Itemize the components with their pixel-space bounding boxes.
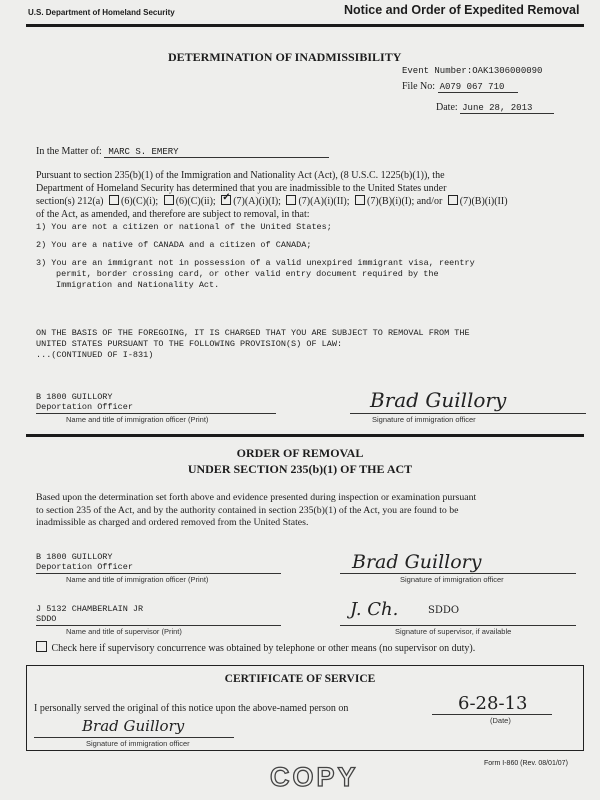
supervisor-caption: Name and title of supervisor (Print) [66, 627, 182, 636]
reason-item: 1) You are not a citizen or national of the United States; [36, 222, 332, 232]
supervisor-sig-caption: Signature of supervisor, if available [395, 627, 512, 636]
option-label: (7)(B)(i)(I); and/or [367, 196, 443, 207]
copy-stamp: COPY [270, 762, 359, 792]
officer-title: Deportation Officer [36, 562, 133, 572]
form-number: Form I-860 (Rev. 08/01/07) [484, 760, 568, 767]
matter-value: MARC S. EMERY [104, 147, 328, 158]
determination-paragraph [36, 170, 591, 221]
order-paragraph [36, 492, 596, 530]
concurrence-text: Check here if supervisory concurrence was obtained by telephone or other means (no supervisor on duty). [51, 643, 476, 654]
event-value: :OAK1306000090 [466, 66, 543, 76]
section-prefix: section(s) 212(a) [36, 196, 104, 207]
officer-id: B 1800 GUILLORY [36, 552, 113, 562]
certificate-text: I personally served the original of this notice upon the above-named person on [34, 703, 349, 714]
supervisor-block [36, 604, 143, 624]
supervisor-concurrence [36, 641, 475, 654]
option-checkbox[interactable] [448, 195, 458, 205]
section-divider [26, 434, 584, 437]
signature-line [340, 625, 576, 626]
option-label: (7)(A)(i)(II); [298, 196, 350, 207]
file-number [402, 81, 518, 92]
signature-line [350, 413, 586, 414]
date-line [432, 714, 552, 715]
officer-caption: Name and title of immigration officer (Print) [66, 575, 209, 584]
option-label: (6)(C)(i); [120, 196, 159, 207]
matter-label: In the Matter of: [36, 146, 102, 157]
service-date: 6-28-13 [458, 693, 528, 714]
date-value: June 28, 2013 [460, 103, 554, 114]
option-checkbox[interactable] [164, 195, 174, 205]
para-line: to section 235 of the Act, and by the authority contained in section 235(b)(1) of the Act, you are found to be [36, 504, 459, 516]
officer-caption: Name and title of immigration officer (Print) [66, 415, 209, 424]
date-caption: (Date) [490, 716, 511, 725]
reason-item: 3) You are an immigrant not in possession of a valid unexpired immigrant visa, reentry [36, 258, 475, 268]
option-checkbox-checked[interactable] [221, 195, 231, 205]
file-label: File No: [402, 81, 436, 92]
order-subheading: UNDER SECTION 235(b)(1) OF THE ACT [187, 462, 413, 476]
signature-line [34, 737, 234, 738]
officer-line [36, 413, 276, 414]
officer-block [36, 392, 133, 412]
officer-signature: Brad Guillory [370, 388, 507, 412]
date-field [436, 102, 554, 113]
option-label: (7)(A)(i)(I); [233, 196, 281, 207]
event-label: Event Number [402, 66, 467, 76]
reason-item: Immigration and Nationality Act. [56, 280, 220, 290]
date-label: Date: [436, 102, 458, 113]
supervisor-title: SDDO [36, 614, 57, 624]
certificate-heading: CERTIFICATE OF SERVICE [224, 673, 376, 685]
form-title: Notice and Order of Expedited Removal [344, 3, 580, 17]
officer-title: Deportation Officer [36, 402, 133, 412]
reason-item: permit, border crossing card, or other valid entry document required by the [56, 269, 439, 279]
signature-caption: Signature of immigration officer [86, 739, 190, 748]
section-options [36, 195, 591, 209]
signature-caption: Signature of immigration officer [400, 575, 504, 584]
option-label: (7)(B)(i)(II) [459, 196, 508, 207]
supervisor-id: J 5132 CHAMBERLAIN JR [36, 604, 144, 614]
para-line: Pursuant to section 235(b)(1) of the Immigration and Nationality Act (Act), (8 U.S.C. 1225(b)(1)), the [36, 170, 445, 181]
para-line: of the Act, as amended, and therefore are subject to removal, in that: [36, 208, 310, 220]
determination-heading: DETERMINATION OF INADMISSIBILITY [168, 50, 402, 64]
concurrence-checkbox[interactable] [36, 641, 47, 652]
header-rule [26, 24, 584, 27]
officer-id: B 1800 GUILLORY [36, 392, 113, 402]
option-checkbox[interactable] [355, 195, 365, 205]
officer-line [36, 573, 281, 574]
option-checkbox[interactable] [286, 195, 296, 205]
charge-line: UNITED STATES PURSUANT TO THE FOLLOWING PROVISION(S) OF LAW: [36, 339, 343, 349]
para-line: inadmissible as charged and ordered removed from the United States. [36, 517, 309, 528]
agency-name: U.S. Department of Homeland Security [28, 8, 175, 17]
option-label: (6)(C)(ii); [175, 196, 216, 207]
event-number [402, 66, 542, 76]
option-checkbox[interactable] [109, 195, 119, 205]
certificate-signature: Brad Guillory [82, 717, 185, 735]
supervisor-sig-note: SDDO [428, 605, 460, 616]
order-signature: Brad Guillory [352, 551, 482, 573]
order-officer-block [36, 552, 133, 572]
signature-line [340, 573, 576, 574]
reasons-list [36, 222, 596, 291]
supervisor-line [36, 625, 281, 626]
charge-statement [36, 328, 596, 361]
para-line: Based upon the determination set forth above and evidence presented during inspection or examination pursuant [36, 492, 477, 503]
matter-field [36, 146, 329, 157]
reason-item: 2) You are a native of CANADA and a citizen of CANADA; [36, 240, 312, 250]
file-value: A079 067 710 [438, 82, 519, 93]
order-heading: ORDER OF REMOVAL [236, 446, 364, 460]
para-line: Department of Homeland Security has determined that you are inadmissible to the United States under [36, 182, 447, 194]
supervisor-signature: J. Ch. [350, 599, 399, 620]
charge-line: ...(CONTINUED OF I-831) [36, 350, 154, 360]
charge-line: ON THE BASIS OF THE FOREGOING, IT IS CHARGED THAT YOU ARE SUBJECT TO REMOVAL FROM THE [36, 328, 470, 338]
signature-caption: Signature of immigration officer [372, 415, 476, 424]
